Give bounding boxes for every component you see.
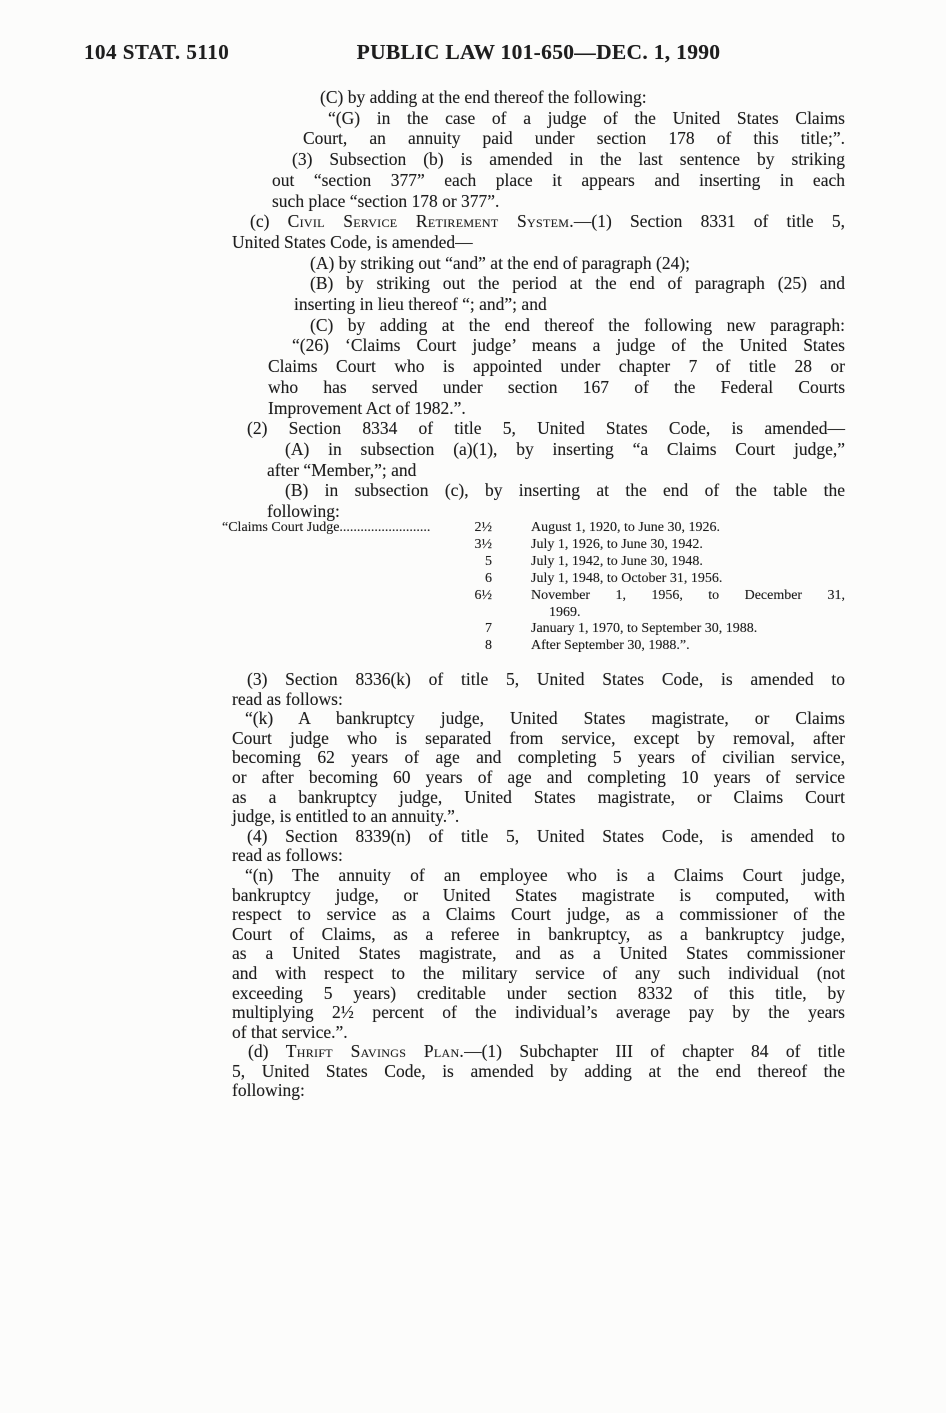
text-line — [268, 377, 845, 398]
text-line — [247, 827, 845, 847]
text-line — [310, 273, 845, 294]
text-segment: becoming 62 years of age and completing 5 years of civilian service, — [232, 747, 845, 768]
text-line — [232, 1081, 845, 1101]
text-segment: —(1) Section 8331 of title 5, — [573, 211, 845, 232]
text-segment: as a United States magistrate, and as a United States commissioner — [232, 943, 845, 964]
rate-table-row — [222, 571, 845, 588]
text-segment: such place “section 178 or 377”. — [272, 190, 500, 211]
text-segment: of that service.”. — [232, 1021, 348, 1042]
text-segment: judge, is entitled to an annuity.”. — [232, 806, 460, 827]
small-caps-heading: Thrift Savings Plan. — [285, 1041, 465, 1062]
text-line — [268, 398, 845, 419]
rate-period — [492, 638, 845, 655]
text-segment: Court, an annuity paid under section 178 of this title;”. — [303, 128, 845, 149]
text-line — [232, 788, 845, 808]
text-segment: multiplying 2½ percent of the individual’s average pay by the years — [232, 1002, 845, 1023]
text-segment: (B) in subsection (c), by inserting at the end of the table the — [285, 480, 845, 501]
text-line — [232, 729, 845, 749]
rate-table-row — [222, 621, 845, 638]
text-segment: inserting in lieu thereof “; and”; and — [294, 294, 547, 315]
text-line — [232, 984, 845, 1004]
text-line — [303, 128, 845, 149]
rate-period-line: After September 30, 1988.”. — [531, 638, 690, 654]
rate-period-line: 1969. — [549, 604, 581, 620]
text-segment: who has served under section 167 of the Federal Courts — [268, 376, 845, 397]
rate-period — [492, 588, 845, 622]
text-segment: Claims Court who is appointed under chapter 7 of title 28 or — [268, 356, 845, 377]
text-line — [272, 170, 845, 191]
text-segment: (B) by striking out the period at the end of paragraph (25) and — [310, 273, 845, 294]
text-segment: following: — [267, 501, 340, 522]
rate-value: 8 — [485, 638, 492, 654]
text-line — [328, 108, 845, 129]
text-segment: 5, United States Code, is amended by adding at the end thereof the — [232, 1060, 845, 1081]
text-segment: (C) by adding at the end thereof the following new paragraph: — [310, 314, 845, 335]
text-line — [232, 886, 845, 906]
rate-value: 3½ — [474, 536, 492, 552]
rate-period-line: August 1, 1920, to June 30, 1926. — [531, 520, 720, 535]
text-line — [268, 356, 845, 377]
text-line — [232, 1023, 845, 1043]
text-segment: after “Member,”; and — [267, 459, 417, 480]
rate-period — [492, 621, 845, 638]
text-line — [292, 335, 845, 356]
text-line — [272, 191, 845, 212]
text-segment: (A) by striking out “and” at the end of paragraph (24); — [310, 252, 691, 273]
text-line — [310, 253, 845, 274]
lower-text-block — [232, 670, 845, 1101]
text-line — [245, 866, 845, 886]
text-line — [232, 964, 845, 984]
text-segment: bankruptcy judge, or United States magistrate is computed, with — [232, 884, 845, 905]
rate-value: 6½ — [474, 587, 492, 603]
text-segment: (d) — [248, 1041, 286, 1062]
text-segment: “(26) ‘Claims Court judge’ means a judge of the United States — [292, 335, 845, 356]
text-segment: out “section 377” each place it appears and inserting in each — [272, 169, 845, 190]
rate-period — [492, 520, 845, 537]
small-caps-heading: Civil Service Retirement System. — [287, 211, 574, 232]
text-segment: Improvement Act of 1982.”. — [268, 397, 466, 418]
rate-period-line: July 1, 1942, to June 30, 1948. — [531, 553, 703, 569]
text-line — [247, 670, 845, 690]
rate-value: 6 — [485, 570, 492, 586]
text-segment: (4) Section 8339(n) of title 5, United States Code, is amended to — [247, 825, 845, 846]
text-line — [232, 748, 845, 768]
rate-period-line: January 1, 1970, to September 30, 1988. — [531, 621, 758, 637]
text-line — [232, 1062, 845, 1082]
text-line — [232, 944, 845, 964]
text-segment: (c) — [250, 211, 288, 232]
text-line — [232, 807, 845, 827]
rate-table — [222, 520, 845, 655]
text-segment: —(1) Subchapter III of chapter 84 of title — [464, 1041, 846, 1062]
text-line — [285, 439, 845, 460]
text-segment: (2) Section 8334 of title 5, United States Code, is amended— — [247, 418, 845, 439]
rate-table-row — [222, 588, 845, 622]
text-line — [232, 690, 845, 710]
rate-table-row — [222, 537, 845, 554]
rate-period — [492, 537, 845, 554]
rate-table-row — [222, 520, 845, 537]
text-segment: following: — [232, 1080, 305, 1101]
text-line — [245, 709, 845, 729]
text-segment: as a bankruptcy judge, United States magistrate, or Claims Court — [232, 786, 845, 807]
rate-value: 5 — [485, 553, 492, 569]
rate-table-row — [222, 638, 845, 655]
text-line — [232, 232, 845, 253]
rate-period-line: November 1, 1956, to December 31, — [531, 587, 845, 603]
text-segment: exceeding 5 years) creditable under section 8332 of this title, by — [232, 982, 845, 1003]
text-line — [232, 846, 845, 866]
text-segment: Court judge who is separated from service, except by removal, after — [232, 727, 845, 748]
text-segment: (3) Section 8336(k) of title 5, United States Code, is amended to — [247, 669, 845, 689]
text-segment: “(k) A bankruptcy judge, United States magistrate, or Claims — [245, 708, 845, 729]
text-line — [285, 480, 845, 501]
text-line — [267, 501, 845, 522]
text-segment: (3) Subsection (b) is amended in the last sentence by striking — [292, 149, 845, 170]
rate-period — [492, 571, 845, 588]
text-line — [320, 87, 845, 108]
text-segment: read as follows: — [232, 845, 343, 866]
stat-page-number: 104 STAT. 5110 — [84, 40, 230, 64]
text-line — [267, 460, 845, 481]
rate-period-line: July 1, 1948, to October 31, 1956. — [531, 570, 723, 586]
text-line — [292, 149, 845, 170]
text-line — [232, 925, 845, 945]
text-segment: (A) in subsection (a)(1), by inserting “a Claims Court judge,” — [285, 438, 845, 459]
rate-table-row-label: “Claims Court Judge.......................... — [222, 520, 431, 535]
rate-table-row — [222, 554, 845, 571]
text-line — [294, 294, 845, 315]
text-segment: or after becoming 60 years of age and completing 10 years of service — [232, 766, 845, 787]
text-line — [247, 418, 845, 439]
rate-value: 7 — [485, 621, 492, 637]
text-segment: respect to service as a Claims Court judge, as a commissioner of the — [232, 904, 845, 925]
text-line — [248, 1042, 845, 1062]
text-segment: Court of Claims, as a referee in bankruptcy, as a bankruptcy judge, — [232, 923, 845, 944]
rate-period-line: July 1, 1926, to June 30, 1942. — [531, 536, 703, 552]
text-line — [310, 315, 845, 336]
text-line — [232, 1003, 845, 1023]
text-segment: “(n) The annuity of an employee who is a Claims Court judge, — [245, 864, 845, 885]
text-segment: “(G) in the case of a judge of the United States Claims — [328, 107, 845, 128]
rate-period — [492, 554, 845, 571]
text-line — [250, 211, 845, 232]
text-segment: (C) by adding at the end thereof the following: — [320, 87, 647, 107]
rate-value: 2½ — [474, 520, 492, 535]
text-line — [232, 905, 845, 925]
text-segment: United States Code, is amended— — [232, 231, 473, 252]
text-segment: and with respect to the military service of any such individual (not — [232, 962, 845, 983]
text-segment: read as follows: — [232, 688, 343, 709]
upper-text-block — [232, 87, 845, 522]
law-header-title: PUBLIC LAW 101-650—DEC. 1, 1990 — [356, 40, 721, 64]
text-line — [232, 768, 845, 788]
